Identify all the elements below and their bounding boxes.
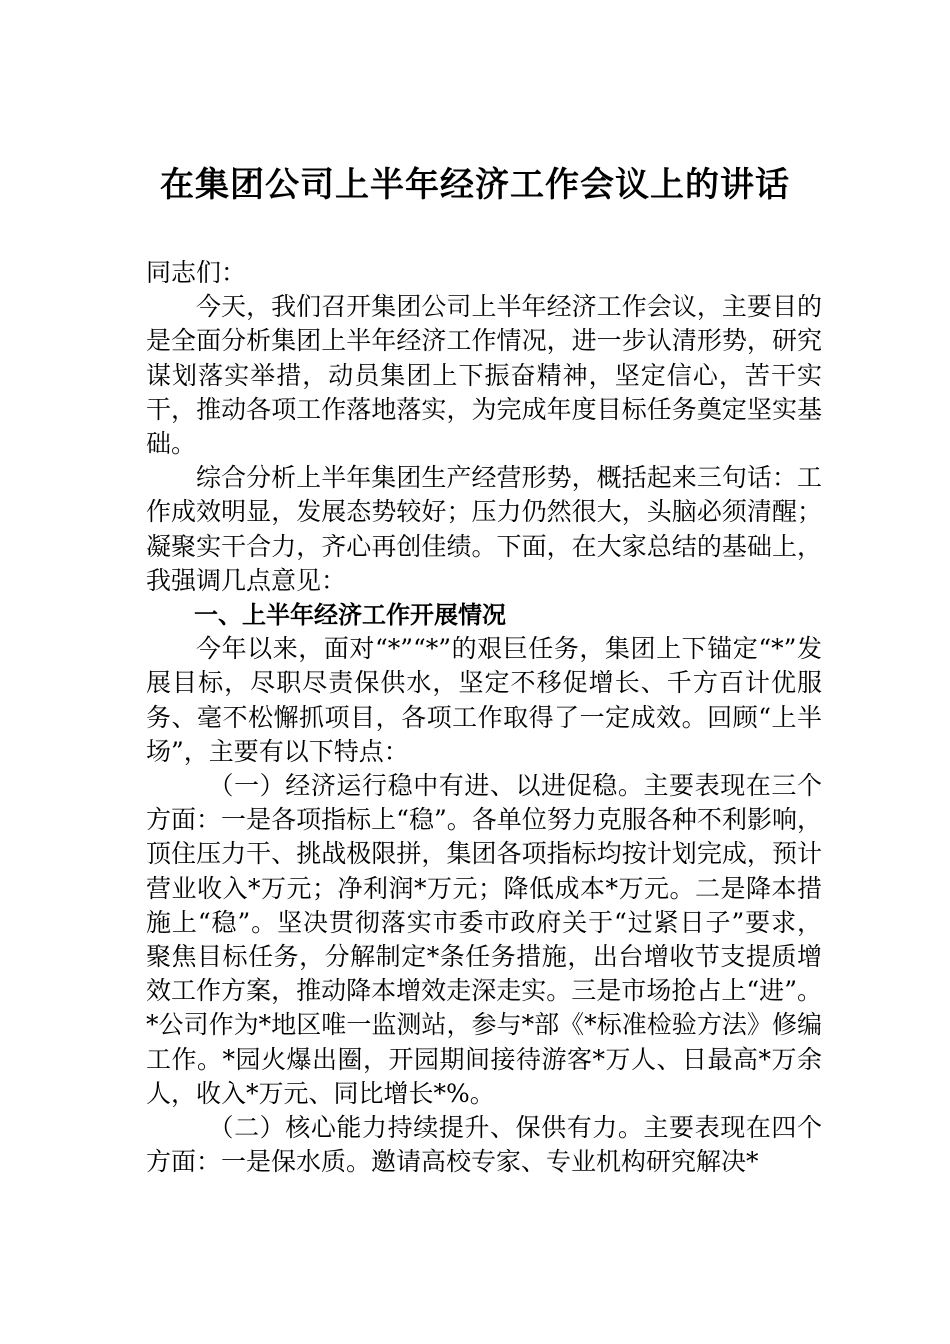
document-body bbox=[146, 256, 822, 1179]
salutation: 同志们： bbox=[146, 258, 247, 287]
paragraph-intro: 今天，我们召开集团公司上半年经济工作会议，主要目的是全面分析集团上半年经济工作情况，进一步认清形势，研究谋划落实举措，动员集团上下振奋精神，坚定信心，苦干实干，推动各项工作落地落实，为完成年度目标任务奠定坚实基础。 bbox=[146, 292, 822, 459]
paragraph-subsection-1: （一）经济运行稳中有进、以进促稳。主要表现在三个方面：一是各项指标上“稳”。各单位努力克服各种不利影响，顶住压力干、挑战极限拼，集团各项指标均按计划完成，预计营业收入*万元；净利润*万元；降低成本*万元。二是降本措施上“稳”。坚决贯彻落实市委市政府关于“过紧日子”要求，聚焦目标任务，分解制定*条任务措施，出台增收节支提质增效工作方案，推动降本增效走深走实。三是市场抢占上“进”。*公司作为*地区唯一监测站，参与*部《*标准检验方法》修编工作。*园火爆出圈，开园期间接待游客*万人、日最高*万余人，收入*万元、同比增长*%。 bbox=[146, 771, 822, 1108]
paragraph-summary: 综合分析上半年集团生产经营形势，概括起来三句话：工作成效明显，发展态势较好；压力仍然很大，头脑必须清醒；凝聚实干合力，齐心再创佳绩。下面，在大家总结的基础上，我强调几点意见： bbox=[146, 463, 822, 595]
paragraph-subsection-2: （二）核心能力持续提升、保供有力。主要表现在四个方面：一是保水质。邀请高校专家、专业机构研究解决* bbox=[146, 1113, 822, 1177]
document-title: 在集团公司上半年经济工作会议上的讲话 bbox=[160, 165, 790, 205]
section-heading-1: 一、上半年经济工作开展情况 bbox=[194, 601, 506, 630]
paragraph-section-1: 今年以来，面对“*”“*”的艰巨任务，集团上下锚定“*”发展目标，尽职尽责保供水，坚定不移促增长、千方百计优服务、毫不松懈抓项目，各项工作取得了一定成效。回顾“上半场”，主要有以下特点： bbox=[146, 634, 822, 766]
